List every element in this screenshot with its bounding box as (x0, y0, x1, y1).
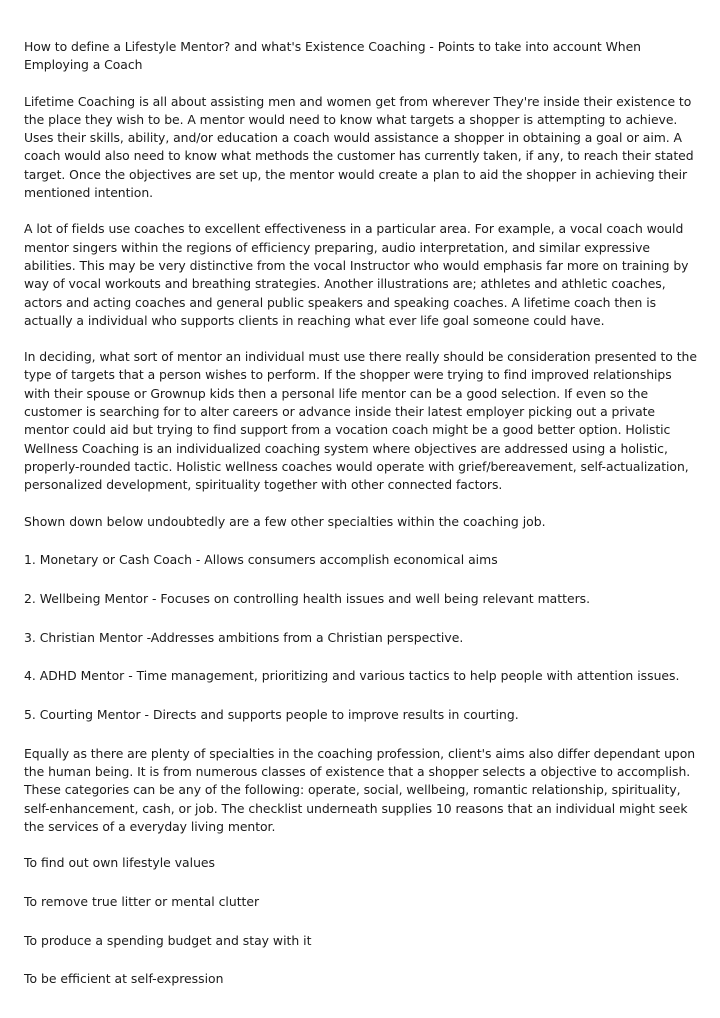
list-item-reason: To be efficient at self-expression (24, 971, 224, 987)
paragraph-fields-use-coaches: A lot of fields use coaches to excellent effectiveness in a particular area. For example, a vocal coach would mentor singers within the regions of efficiency preparing, audio interpretation, and similar expressive abilities. This may be very distinctive from the vocal Instructor who would emphasis far more on training by way of vocal workouts and breathing strategies. Another illustrations are; athletes and athletic coaches, actors and acting coaches and general public speakers and speaking coaches. A lifetime coach then is actually a individual who supports clients in reaching what ever life goal someone could have. (24, 221, 689, 328)
document-body (24, 38, 700, 1009)
paragraph-client-aims: Equally as there are plenty of specialties in the coaching profession, client's aims also differ dependant upon the human being. It is from numerous classes of existence that a shopper selects a objective to accomplish. These categories can be any of the following: operate, social, wellbeing, romantic relationship, spirituality, self-enhancement, cash, or job. The checklist underneath supplies 10 reasons that an individual might seek the services of a everyday living mentor. (24, 745, 696, 834)
list-item-reason: To remove true litter or mental clutter (24, 893, 260, 909)
paragraph-lifetime-coaching: Lifetime Coaching is all about assisting men and women get from wherever They're inside their existence to the place they wish to be. A mentor would need to know what targets a shopper is attempting to achieve. Uses their skills, ability, and/or education a coach would assistance a shopper in obtaining a goal or aim. A coach would also need to know what methods the customer has currently taken, if any, to reach their stated target. Once the objectives are set up, the mentor would create a plan to aid the shopper in achieving their mentioned intention. (24, 93, 694, 201)
list-item-specialty: 2. Wellbeing Mentor - Focuses on controlling health issues and well being relevant matters. (24, 590, 591, 606)
paragraph-deciding-mentor: In deciding, what sort of mentor an individual must use there really should be consideration presented to the type of targets that a person wishes to perform. If the shopper were trying to find improved relationships with their spouse or Grownup kids then a personal life mentor can be a good selection. If even so the customer is searching for to alter careers or advance inside their latest employer picking out a private mentor could aid but trying to find support from a vocation coach might be a good better option. Holistic Wellness Coaching is an individualized coaching system where objectives are addressed using a holistic, properly-rounded tactic. Holistic wellness coaches would operate with grief/bereavement, self-actualization, personalized development, spirituality together with other connected factors. (24, 349, 697, 493)
list-item-specialty: 3. Christian Mentor -Addresses ambitions from a Christian perspective. (24, 629, 464, 645)
document-title: How to define a Lifestyle Mentor? and what's Existence Coaching - Points to take into account When Employing a Coach (24, 39, 641, 73)
list-item-specialty: 4. ADHD Mentor - Time management, prioritizing and various tactics to help people with attention issues. (24, 668, 680, 684)
list-item-specialty: 1. Monetary or Cash Coach - Allows consumers accomplish economical aims (24, 552, 498, 568)
paragraph-specialties-intro: Shown down below undoubtedly are a few other specialties within the coaching job. (24, 513, 546, 529)
list-item-reason: To find out own lifestyle values (24, 855, 216, 871)
list-item-reason: To produce a spending budget and stay with it (24, 932, 312, 948)
list-item-specialty: 5. Courting Mentor - Directs and supports people to improve results in courting. (24, 706, 519, 722)
